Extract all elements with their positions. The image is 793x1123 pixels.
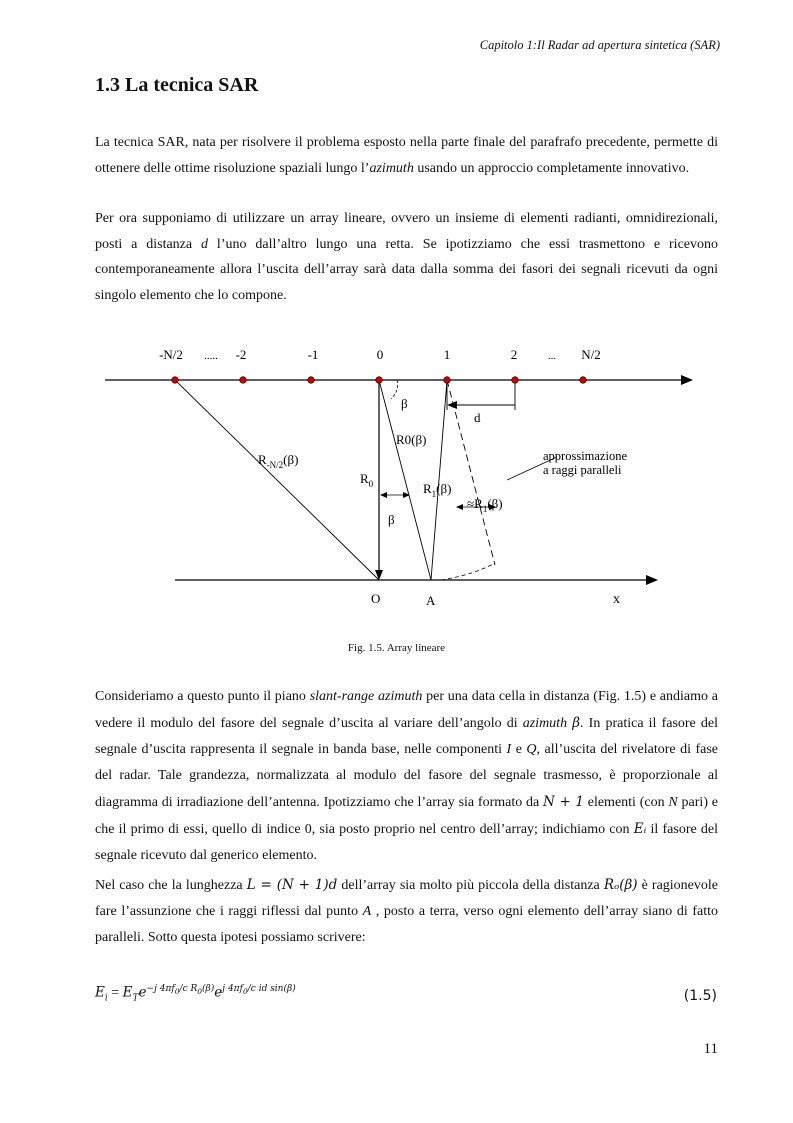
label-r1-beta: $R_1(\beta)$ <box>423 481 452 499</box>
page-number: 11 <box>703 1041 718 1057</box>
ray-r1-beta <box>431 380 447 580</box>
annotation-line-2: a raggi paralleli <box>543 463 622 477</box>
label-2: 2 <box>510 347 518 362</box>
paragraph-1: La tecnica SAR, nata per risolvere il problema esposto nella parte finale del parafrafo precedente, permette di ottenere delle ottime risoluzione spaziali lungo l’azimuth usando un approccio completamente innovativo. <box>95 135 718 176</box>
label-1: 1 <box>443 347 451 362</box>
element-minus-n2 <box>172 377 179 384</box>
label-dots-left: ..... <box>204 350 218 362</box>
label-minus-n2: -N/2 <box>159 347 183 362</box>
array-axis-arrow <box>681 375 693 385</box>
section-title: 1.3 La tecnica SAR <box>95 74 259 96</box>
label-axis-x: x <box>613 592 620 607</box>
element-2 <box>512 377 519 384</box>
equation-1-5: $E_i = E_Te^{-j 4\pi f_0/c R_0(\beta)}e^{j 4\pi f_0/c id sin(\beta)}$ <box>95 984 296 1004</box>
element-n2 <box>580 377 587 384</box>
annotation-line-1: approssimazione <box>543 449 628 463</box>
label-beta-mid: β <box>388 512 395 527</box>
label-d: d <box>474 410 481 425</box>
label-beta-top: β <box>401 396 408 411</box>
label-dots-right: ... <box>547 350 557 362</box>
ray-r-minus-n2 <box>175 380 379 580</box>
running-header: Capitolo 1:Il Radar ad apertura sintetica (SAR) <box>479 38 720 52</box>
beta-arrow-right <box>403 492 410 498</box>
beta-arc <box>391 380 398 399</box>
array-diagram <box>95 335 718 615</box>
label-r1-approx: $\approx R_1(\beta)$ <box>467 496 503 514</box>
paragraph-3: Consideriamo a questo punto il piano slant-range azimuth per una data cella in distanza (Fig. 1.5) e andiamo a vedere il modulo del fasore del segnale d’uscita al variare dell’angolo di azimuth β. In pratica il fasore del segnale d’uscita rappresenta il segnale in banda base, nelle componenti I e Q, all’uscita del rivelatore di fase del radar. Tale grandezza, normalizzata al modulo del fasore del segnale trasmesso, è proporzionale al diagramma di irradiazione dell’antenna. Ipotizziamo che l’array sia formato da N + 1 elementi (con N pari) e che il primo di essi, quello di indice 0, sia posto proprio nel centro dell’array; indichiamo con Eᵢ il fasore del segnale ricevuto dal generico elemento. <box>95 689 719 863</box>
label-r-minus-n2: $R_{-N/2}(\beta)$ <box>258 452 299 470</box>
beta-arrow-left <box>380 492 387 498</box>
figure-caption: Fig. 1.5. Array lineare <box>347 642 446 654</box>
label-r0-beta: R0(β) <box>396 432 427 447</box>
label-minus-1: -1 <box>307 347 319 362</box>
element-0 <box>376 377 383 384</box>
label-r0: $R_0$ <box>360 471 374 489</box>
label-minus-2: -2 <box>235 347 247 362</box>
label-0: 0 <box>376 347 384 362</box>
label-origin-o: O <box>371 591 381 606</box>
paragraph-2: Per ora supponiamo di utilizzare un array lineare, ovvero un insieme di elementi radianti, omnidirezionali, posti a distanza d l’uno dall’altro lungo una retta. Se ipotizziamo che essi trasmettono e ricevono contemporaneamente allora l’uscita dell’array sarà data dalla somma dei fasori dei segnali ricevuti da ogni singolo elemento che lo compone. <box>95 211 718 303</box>
element-minus-1 <box>308 377 315 384</box>
equation-number: (1.5) <box>683 988 717 1004</box>
arc-a-projection <box>441 563 495 580</box>
label-point-a: A <box>426 593 436 608</box>
ray-r0-arrow <box>375 570 383 580</box>
label-n2: N/2 <box>581 347 601 362</box>
ground-axis-arrow <box>646 575 658 585</box>
figure-array-lineare <box>95 335 718 615</box>
element-1 <box>444 377 451 384</box>
element-minus-2 <box>240 377 247 384</box>
d-arrow-left <box>447 401 457 409</box>
r1-arrow-left <box>456 504 463 510</box>
paragraph-4: Nel caso che la lunghezza L = (N + 1)d dell’array sia molto più piccola della distanza Rₒ(β) è ragionevole fare l’assunzione che i raggi riflessi dal punto A , posto a terra, verso ogni elemento dell’array siano di fatto paralleli. Sotto questa ipotesi possiamo scrivere: <box>95 877 718 945</box>
